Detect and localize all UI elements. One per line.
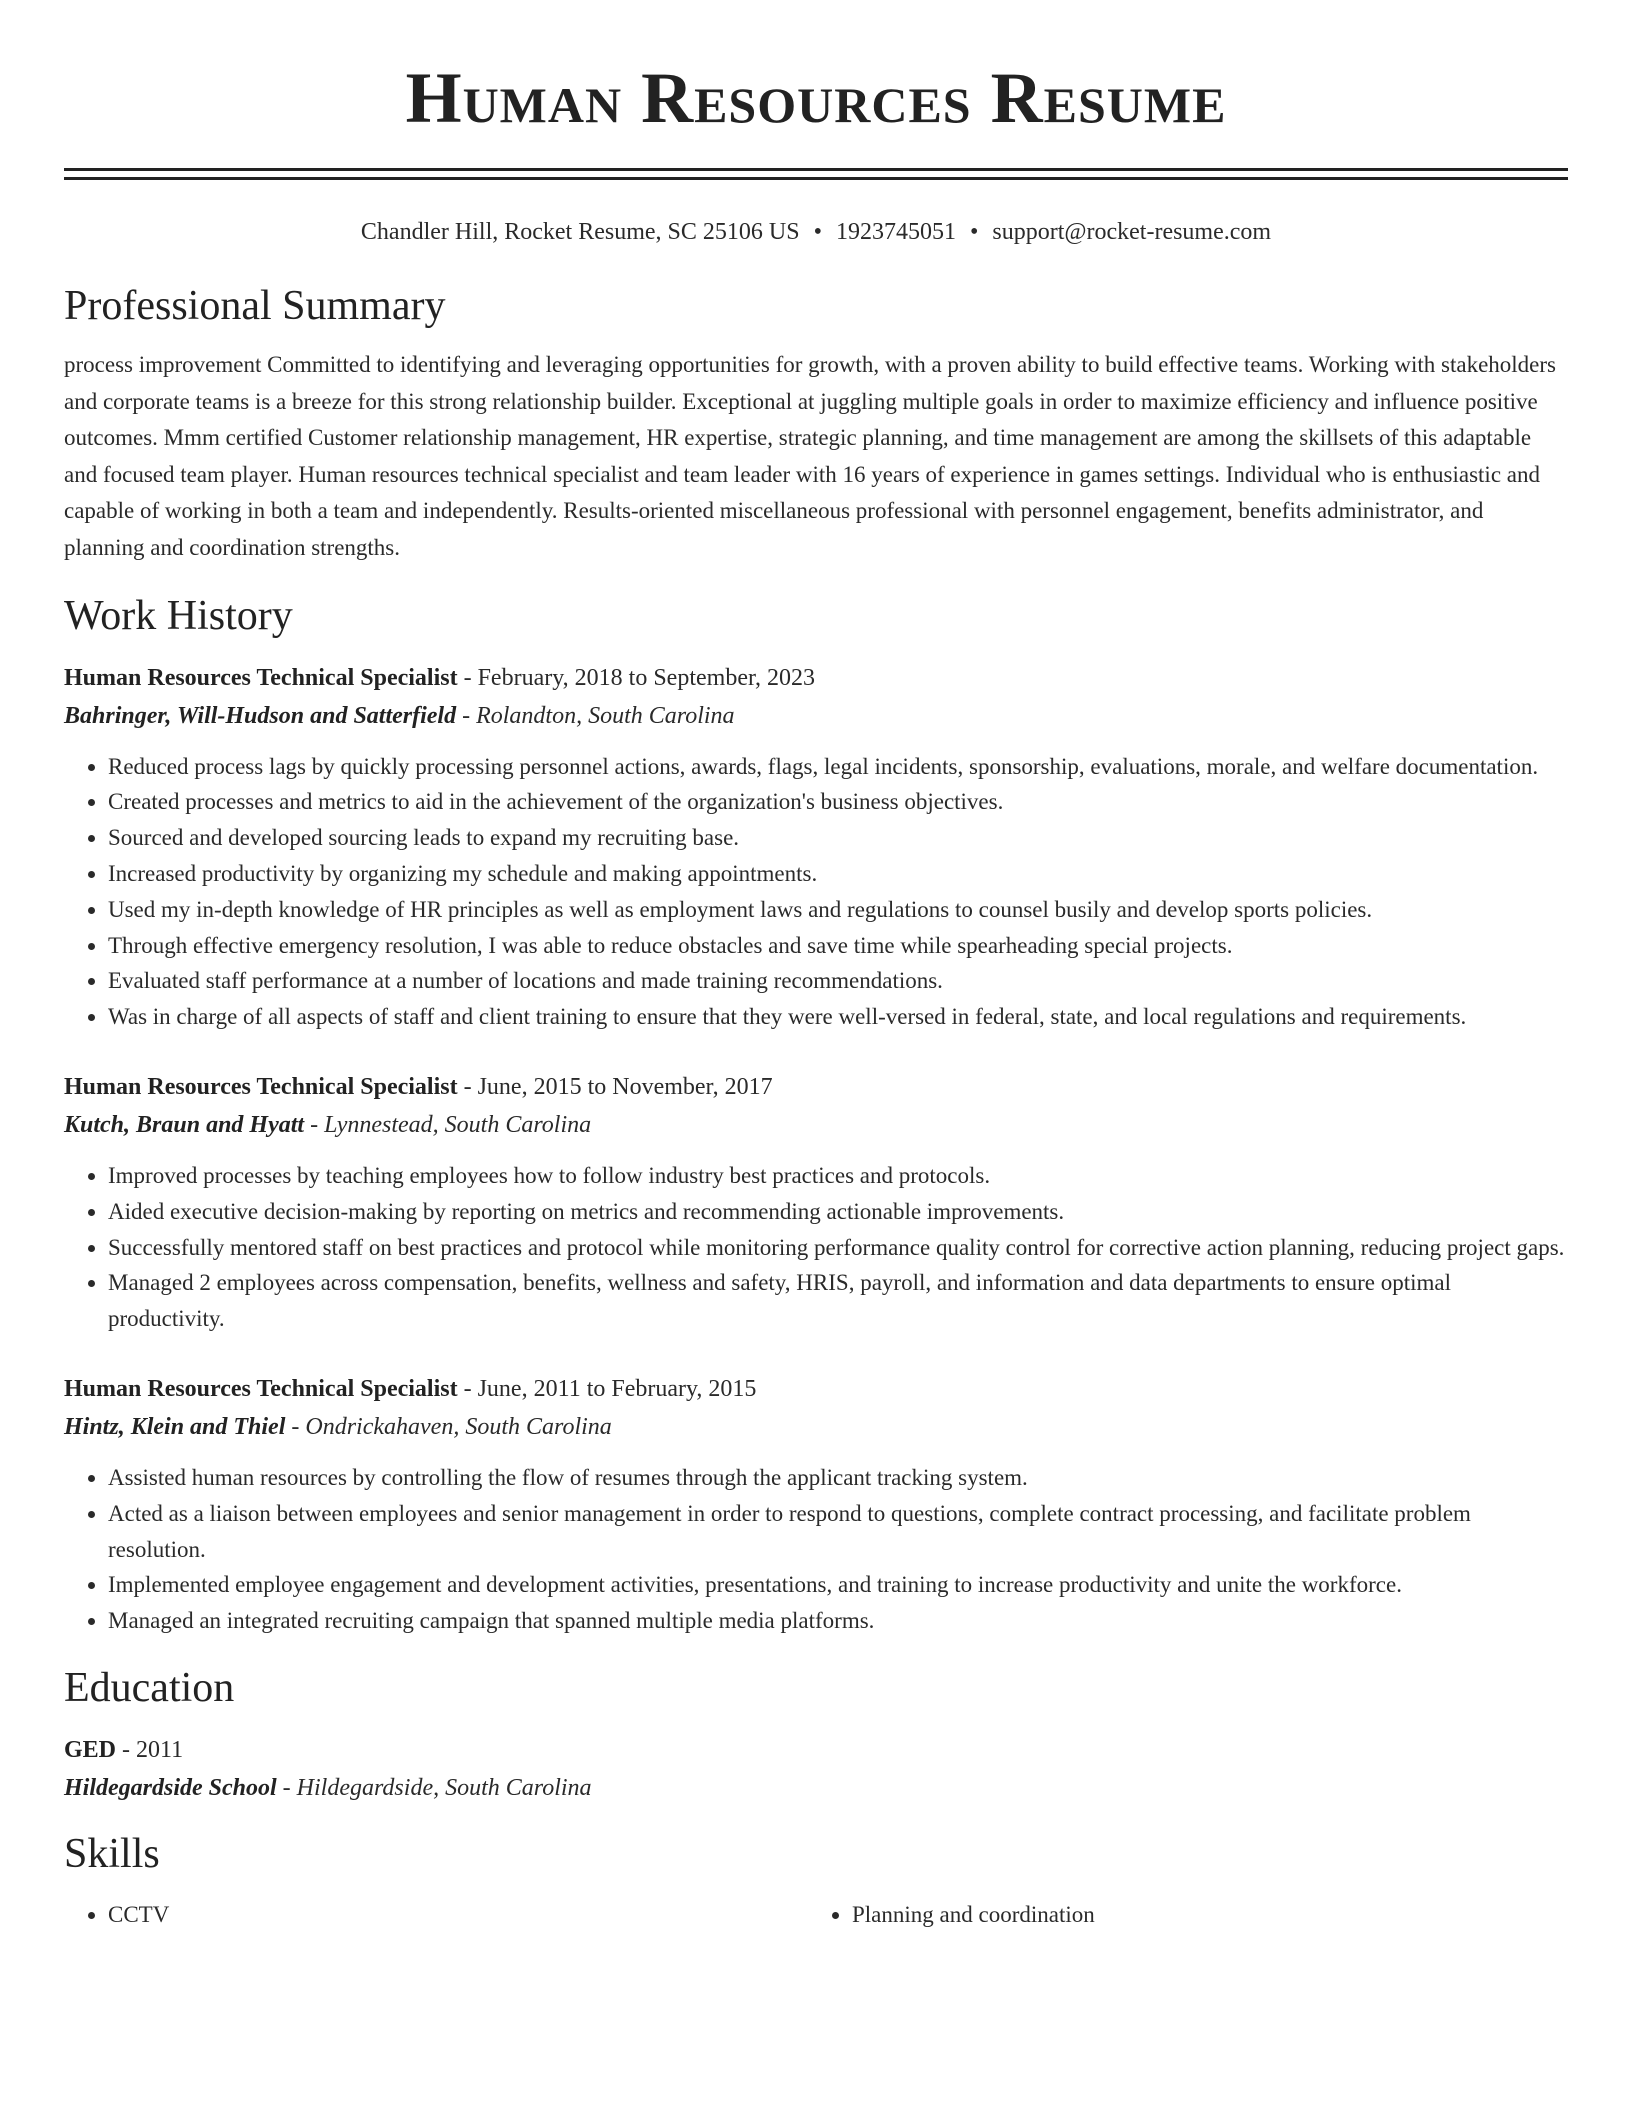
education-heading: Education <box>64 1664 235 1711</box>
skills-column-right <box>808 1897 1552 1933</box>
job-dates: - June, 2015 to November, 2017 <box>457 1073 773 1100</box>
job-dates: - June, 2011 to February, 2015 <box>457 1375 757 1402</box>
job-dates: - February, 2018 to September, 2023 <box>457 664 816 691</box>
contact-address: Chandler Hill, Rocket Resume, SC 25106 US <box>360 219 800 245</box>
job-location: - Lynnestead, South Carolina <box>304 1111 592 1138</box>
job-entry <box>64 1068 1568 1337</box>
list-item: • Improved processes by teaching employees how to follow industry best practices and protocols. <box>108 1158 1568 1194</box>
job-title-line <box>64 1370 1568 1408</box>
work-history-heading: Work History <box>64 592 293 639</box>
contact-line <box>64 217 1568 247</box>
education-degree: GED <box>64 1736 117 1763</box>
job-company: Kutch, Braun and Hyatt <box>64 1111 305 1138</box>
summary-text: process improvement Committed to identifying and leveraging opportunities for growth, with a proven ability to build effective teams. Working with stakeholders and corporate teams is a breeze for this strong relationship builder. Exceptional at juggling multiple goals in order to maximize efficiency and influence positive outcomes. Mmm certified Customer relationship management, HR expertise, strategic planning, and time management are among the skillsets of this adaptable and focused team player. Human resources technical specialist and team leader with 16 years of experience in games settings. Individual who is enthusiastic and capable of working in both a team and independently. Results-oriented miscellaneous professional with personnel engagement, benefits administrator, and planning and coordination strengths. <box>64 352 1556 560</box>
skill-item: • Planning and coordination <box>852 1897 1552 1933</box>
list-item: • Successfully mentored staff on best practices and protocol while monitoring performance quality control for corrective action planning, reducing project gaps. <box>108 1230 1568 1266</box>
list-item: • Was in charge of all aspects of staff and client training to ensure that they were well-versed in federal, state, and local regulations and requirements. <box>108 999 1568 1035</box>
skills-list <box>64 1897 1568 1933</box>
skills-heading: Skills <box>64 1830 160 1877</box>
education-entry <box>64 1731 1568 1807</box>
job-bullets <box>64 749 1568 1035</box>
job-entry <box>64 659 1568 1035</box>
job-bullets <box>64 1460 1568 1639</box>
job-company-line <box>64 697 1568 735</box>
job-title: Human Resources Technical Specialist <box>64 1073 458 1100</box>
job-title: Human Resources Technical Specialist <box>64 664 458 691</box>
header-rule-bottom <box>64 177 1568 180</box>
list-item: • Reduced process lags by quickly processing personnel actions, awards, flags, legal incidents, sponsorship, evaluations, morale, and welfare documentation. <box>108 749 1568 785</box>
resume-title: Human Resources Resume <box>405 58 1227 138</box>
contact-separator: • <box>969 219 979 245</box>
list-item: • Through effective emergency resolution, I was able to reduce obstacles and save time while spearheading special projects. <box>108 928 1568 964</box>
education-school-line <box>64 1769 1568 1807</box>
job-company: Hintz, Klein and Thiel <box>64 1413 286 1440</box>
list-item: • Evaluated staff performance at a number of locations and made training recommendations. <box>108 963 1568 999</box>
job-company-line <box>64 1106 1568 1144</box>
list-item: • Managed 2 employees across compensation, benefits, wellness and safety, HRIS, payroll, and information and data departments to ensure optimal productivity. <box>108 1265 1568 1337</box>
contact-phone: 1923745051 <box>835 219 956 245</box>
education-school: Hildegardside School <box>64 1774 277 1801</box>
list-item: • Acted as a liaison between employees and senior management in order to respond to questions, complete contract processing, and facilitate problem resolution. <box>108 1496 1568 1568</box>
job-location: - Rolandton, South Carolina <box>456 702 735 729</box>
skill-item: • CCTV <box>108 1897 808 1933</box>
job-location: - Ondrickahaven, South Carolina <box>285 1413 612 1440</box>
list-item: • Managed an integrated recruiting campaign that spanned multiple media platforms. <box>108 1603 1568 1639</box>
job-title-line <box>64 659 1568 697</box>
summary-heading: Professional Summary <box>64 283 446 329</box>
education-year: - 2011 <box>116 1736 184 1763</box>
job-bullets <box>64 1158 1568 1337</box>
job-company: Bahringer, Will-Hudson and Satterfield <box>64 702 457 729</box>
job-title: Human Resources Technical Specialist <box>64 1375 458 1402</box>
contact-separator: • <box>813 219 822 245</box>
job-entry <box>64 1370 1568 1639</box>
header-rule-top <box>64 168 1568 171</box>
list-item: • Aided executive decision-making by reporting on metrics and recommending actionable improvements. <box>108 1194 1568 1230</box>
list-item: • Assisted human resources by controlling the flow of resumes through the applicant tracking system. <box>108 1460 1568 1496</box>
job-company-line <box>64 1408 1568 1446</box>
list-item: • Created processes and metrics to aid in the achievement of the organization's business objectives. <box>108 784 1568 820</box>
education-location: - Hildegardside, South Carolina <box>276 1774 592 1801</box>
skills-column-left <box>64 1897 808 1933</box>
job-title-line <box>64 1068 1568 1106</box>
list-item: • Sourced and developed sourcing leads to expand my recruiting base. <box>108 820 1568 856</box>
list-item: • Used my in-depth knowledge of HR principles as well as employment laws and regulations to counsel busily and develop sports policies. <box>108 892 1568 928</box>
list-item: • Implemented employee engagement and development activities, presentations, and training to increase productivity and unite the workforce. <box>108 1567 1568 1603</box>
contact-email: support@rocket-resume.com <box>992 219 1272 245</box>
education-degree-line <box>64 1731 1568 1769</box>
list-item: • Increased productivity by organizing my schedule and making appointments. <box>108 856 1568 892</box>
